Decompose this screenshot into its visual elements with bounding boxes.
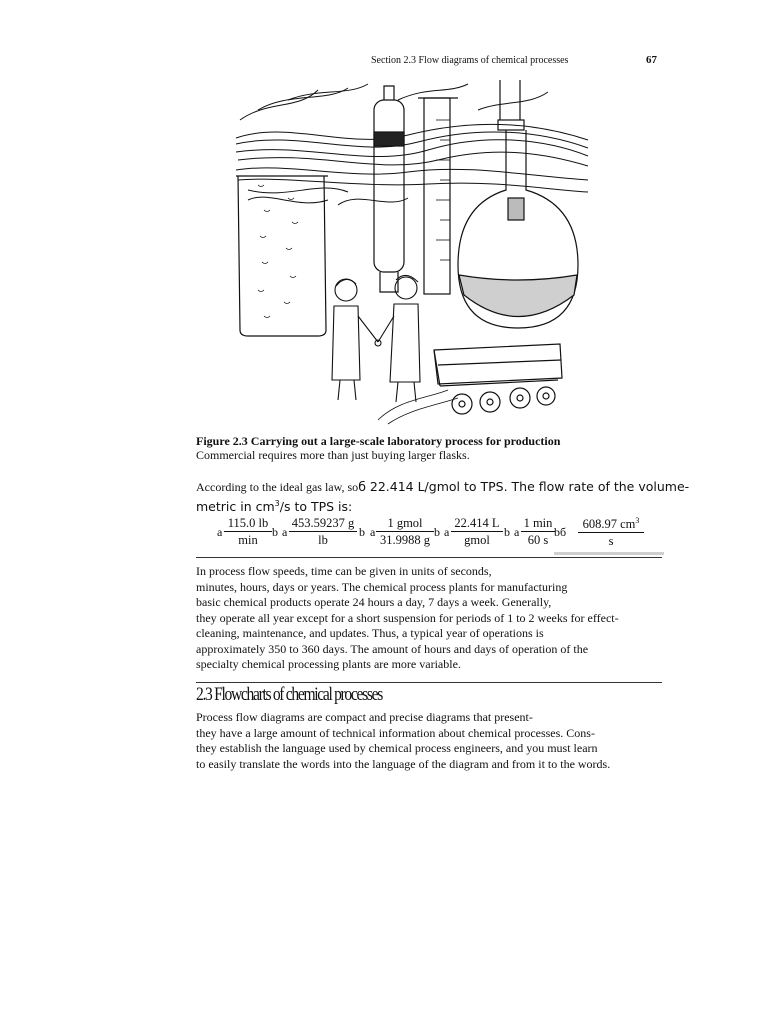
eq-f5-num: 1 min [521,516,555,532]
round-flask-icon [458,80,578,328]
eq-close-3: b [434,525,440,539]
gas-law-paragraph [196,479,690,514]
paragraph1-line: basic chemical products operate 24 hours a day, 7 days a week. Generally, [196,595,552,609]
floor-lines-icon [378,390,458,424]
section-heading: 2.3 Flowcharts of chemical processes [196,684,382,705]
operating-time-paragraph [196,564,666,673]
paragraph1-line: specialty chemical processing plants are more variable. [196,657,461,671]
flow-rate-equation [196,516,668,552]
gas-law-line-2-sup: 3 [274,498,280,508]
eq-f2-den: lb [318,533,328,547]
eq-open-5: a [514,525,520,539]
gas-law-line-1 [196,479,690,496]
eq-open-3: a [370,525,376,539]
gas-law-line-2-start: metric in cm [196,498,275,514]
eq-close-2: b [359,525,365,539]
paragraph2-line: they establish the language used by chemical process engineers, and you must learn [196,741,598,755]
eq-result-den: s [578,532,644,549]
eq-f5-den: 60 s [527,533,549,547]
eq-f2-num: 453.59237 g [289,516,357,532]
gas-law-line-2 [196,496,666,515]
eq-f3-num: 1 gmol [376,516,434,532]
figure-caption-title: Figure 2.3 Carrying out a large-scale laboratory process for production [196,434,561,448]
gas-law-line-1-symbol: б 22.414 L/gmol to TPS. The flow rate of the volume- [358,479,690,494]
paragraph2-line: they have a large amount of technical information about chemical processes. Cons- [196,725,595,740]
eq-fraction-4 [451,516,503,548]
column-icon [374,86,404,292]
paragraph1-line: approximately 350 to 360 days. The amount of hours and days of operation of the [196,641,589,656]
wagon-cart-icon [434,344,562,414]
eq-close-1: b [272,525,278,539]
eq-open-2: a [282,525,288,539]
eq-result-sup: 3 [635,516,640,525]
flow-diagrams-paragraph [196,710,666,772]
paragraph1-line: they operate all year except for a short suspension for periods of 1 to 2 weeks for effect- [196,610,619,625]
eq-f3-den: 31.9988 g [380,533,430,547]
people-handshake-icon [332,275,420,402]
graduated-cylinder-icon [418,98,458,294]
eq-f4-den: gmol [464,533,490,547]
paragraph1-line: In process flow speeds, time can be given in units of seconds, [196,564,492,578]
eq-result-num [578,516,644,532]
pipes-tangle-icon [236,84,588,205]
eq-open-1: a [217,525,223,539]
eq-open-4: a [444,525,450,539]
divider-rule-2 [196,682,662,683]
gas-law-line-2-end: /s to TPS is: [279,498,353,514]
eq-fraction-1 [224,516,272,548]
figure-lab-illustration [228,80,598,425]
paragraph1-line: cleaning, maintenance, and updates. Thus, a typical year of operations is [196,626,544,640]
paragraph1-line: minutes, hours, days or years. The chemical process plants for manufacturing [196,579,568,594]
eq-result-fraction [578,516,644,549]
eq-fraction-5 [521,516,555,548]
eq-close-4: b [504,525,510,539]
divider-rule-1 [196,557,662,558]
paragraph2-line: Process flow diagrams are compact and precise diagrams that present- [196,710,533,724]
eq-f1-den: min [238,533,258,547]
eq-f4-num: 22.414 L [451,516,503,532]
eq-fraction-2 [289,516,357,548]
equation-highlight-bar [554,552,664,555]
gas-law-line-1-start: According to the ideal gas law, so [196,480,359,494]
running-header-section: Section 2.3 Flow diagrams of chemical processes [371,55,569,66]
eq-f1-num: 115.0 lb [224,516,272,532]
eq-fraction-3 [376,516,434,548]
eq-result-num-text: 608.97 cm [582,517,636,532]
paragraph2-line: to easily translate the words into the language of the diagram and from it to the words. [196,756,611,771]
eq-close-5: bб [554,525,567,539]
page-number: 67 [646,54,657,66]
figure-caption-text: Commercial requires more than just buying larger flasks. [196,448,470,462]
